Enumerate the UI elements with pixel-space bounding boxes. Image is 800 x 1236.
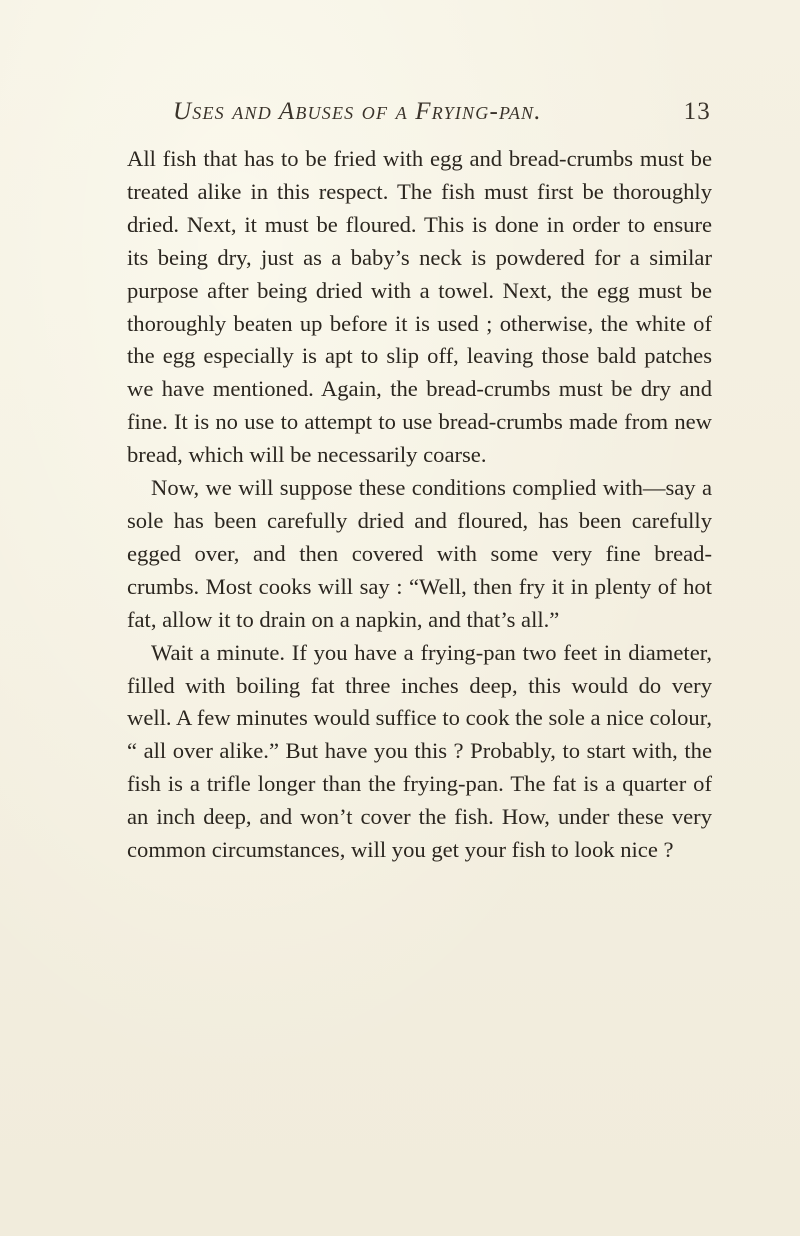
page-number: 13	[683, 98, 711, 125]
running-title: Uses and Abuses of a Frying-pan.	[173, 98, 542, 125]
paragraph: Wait a minute. If you have a frying-pan two feet in diameter, filled with boiling fat three inches deep, this would do very well. A few minutes would suffice to cook the sole a nice colour, “ all over alike.” But have you this ? Probably, to start with, the fish is a trifle longer than the frying-pan. The fat is a quarter of an inch deep, and won’t cover the fish. How, under these very common circumstances, will you get your fish to look nice ?	[127, 639, 712, 863]
body-text	[127, 143, 712, 867]
running-head	[173, 98, 713, 138]
paragraph: All fish that has to be fried with egg and bread-crumbs must be treated alike in this respect. The fish must first be thoroughly dried. Next, it must be floured. This is done in order to ensure its being dry, just as a baby’s neck is powdered for a similar purpose after being dried with a towel. Next, the egg must be thoroughly beaten up before it is used ; otherwise, the white of the egg especially is apt to slip off, leaving those bald patches we have mentioned. Again, the bread-crumbs must be dry and fine. It is no use to attempt to use bread-crumbs made from new bread, which will be necessarily coarse.	[127, 146, 712, 468]
paragraph: Now, we will suppose these conditions complied with—say a sole has been carefully dried and floured, has been carefully egged over, and then covered with some very fine bread-crumbs. Most cooks will say : “Well, then fry it in plenty of hot fat, allow it to drain on a napkin, and that’s all.”	[127, 475, 712, 632]
